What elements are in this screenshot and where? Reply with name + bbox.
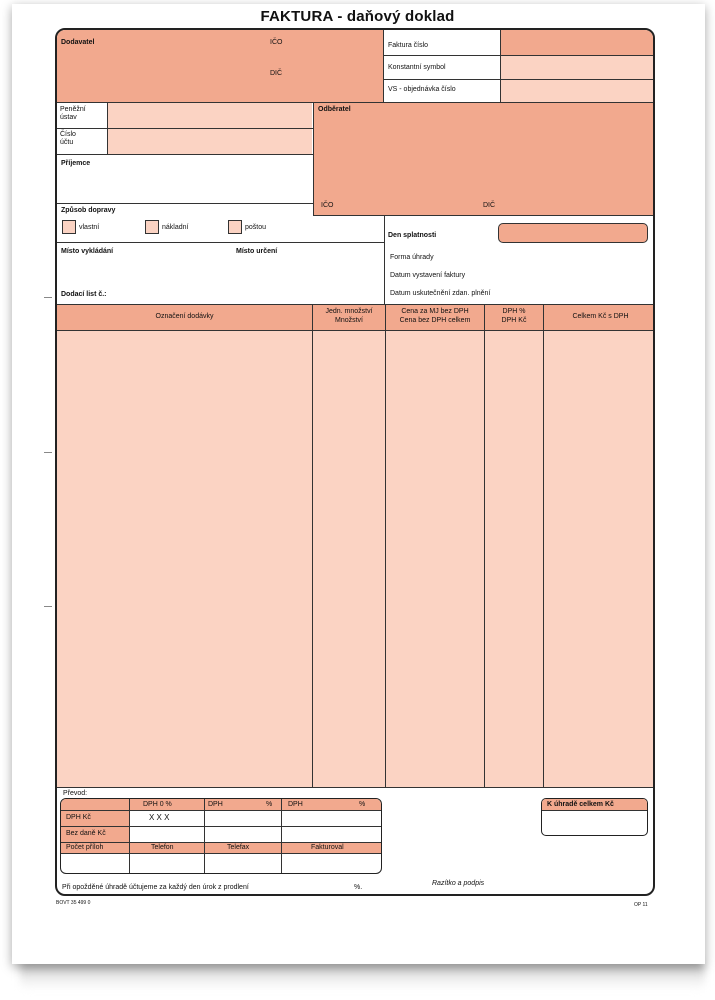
fold-mark (44, 452, 52, 453)
divider (61, 853, 381, 854)
divider (57, 304, 655, 305)
divider (313, 215, 655, 216)
transport-post-checkbox[interactable] (228, 220, 242, 234)
vat-header-4: % (359, 801, 366, 808)
divider (61, 826, 381, 827)
col-price-header-2: Cena bez DPH celkem (399, 317, 471, 324)
account-number-label: Číslo účtu (60, 131, 76, 146)
transport-own-checkbox[interactable] (62, 220, 76, 234)
vat-header-1: DPH (208, 801, 223, 808)
total-to-pay-label: K úhradě celkem Kč (547, 801, 614, 808)
invoice-frame (55, 28, 655, 896)
stamp-signature-label: Razítko a podpis (432, 880, 485, 887)
col-vat-header-2: DPH Kč (501, 317, 527, 324)
destination-place-label: Místo určení (236, 248, 278, 255)
divider (543, 304, 544, 787)
page-shadow (20, 960, 705, 990)
form-code-left: BOVT 35 499 0 (56, 900, 91, 906)
divider (57, 128, 313, 129)
divider (383, 30, 384, 102)
contact-fax-label: Telefax (227, 844, 250, 851)
issue-date-label: Datum vystavení faktury (390, 272, 466, 279)
divider (57, 787, 655, 788)
bank-institution-label: Peněžní ústav (60, 106, 86, 121)
col-total-header: Celkem Kč s DPH (572, 313, 629, 320)
transport-own-label: vlastní (79, 224, 100, 231)
vat-row-label-2: Počet příloh (66, 844, 104, 851)
divider (383, 55, 655, 56)
divider (281, 799, 282, 873)
due-date-label: Den splatnosti (388, 232, 437, 239)
unloading-place-label: Místo vykládání (61, 248, 114, 255)
supplier-block (57, 30, 383, 102)
transport-freight-checkbox[interactable] (145, 220, 159, 234)
recipient-label: Příjemce (61, 160, 91, 167)
divider (312, 304, 313, 787)
late-payment-note: Při opožděné úhradě účtujeme za každý den úrok z prodlení (62, 884, 249, 891)
vat-zero-xxx: X X X (149, 813, 170, 822)
divider (57, 154, 313, 155)
col-unit-header-2: Množství (334, 317, 363, 324)
delivery-note-label: Dodací list č.: (61, 291, 107, 298)
col-designation-header: Označení dodávky (155, 313, 214, 320)
invoice-number-field[interactable] (500, 30, 655, 55)
transfer-label: Převod: (63, 790, 88, 797)
divider (385, 304, 386, 787)
divider (57, 242, 384, 243)
divider (384, 215, 385, 305)
contact-phone-label: Telefon (151, 844, 174, 851)
items-body[interactable] (57, 330, 655, 787)
customer-block (314, 103, 655, 215)
divider (484, 304, 485, 787)
invoice-number-label: Faktura číslo (388, 42, 429, 49)
transport-label: Způsob dopravy (61, 207, 116, 214)
supplier-dic-label: DIČ (270, 70, 283, 77)
divider (57, 102, 655, 103)
customer-ico-label: IČO (321, 202, 334, 209)
document-title: FAKTURA - daňový doklad (260, 8, 455, 25)
constant-symbol-field[interactable] (500, 55, 655, 79)
vat-row-label-1: Bez daně Kč (66, 830, 106, 837)
supplier-label: Dodavatel (61, 39, 95, 46)
percent-label: %. (354, 884, 363, 891)
divider (61, 842, 381, 843)
col-vat-header-1: DPH % (502, 308, 526, 315)
vs-field[interactable] (500, 79, 655, 102)
supplier-ico-label: IČO (270, 39, 283, 46)
total-to-pay-box (541, 798, 648, 836)
divider (383, 79, 655, 80)
transport-post-label: poštou (245, 224, 267, 231)
due-date-field[interactable] (498, 223, 648, 243)
vat-header-3: DPH (288, 801, 303, 808)
divider (57, 203, 313, 204)
divider (57, 330, 655, 331)
divider (61, 810, 381, 811)
vat-row-label-0: DPH Kč (66, 814, 91, 821)
invoiced-by-label: Fakturoval (311, 844, 344, 851)
account-number-field[interactable] (107, 128, 312, 154)
bank-institution-field[interactable] (107, 103, 312, 128)
form-code-right: OP 11 (634, 902, 648, 908)
divider (542, 810, 647, 811)
vat-header-0: DPH 0 % (143, 801, 172, 808)
customer-dic-label: DIČ (483, 202, 496, 209)
vat-table (60, 798, 382, 874)
fold-mark (44, 606, 52, 607)
divider (500, 30, 501, 102)
vat-header-2: % (266, 801, 273, 808)
taxable-date-label: Datum uskutečnění zdan. plnění (390, 290, 491, 297)
divider (204, 799, 205, 873)
col-unit-header-1: Jedn. množství (325, 308, 373, 315)
payment-form-label: Forma úhrady (390, 254, 434, 261)
constant-symbol-label: Konstantní symbol (388, 64, 446, 71)
vs-label: VS - objednávka číslo (388, 86, 456, 93)
customer-label: Odběratel (318, 106, 351, 113)
fold-mark (44, 297, 52, 298)
divider (313, 102, 314, 216)
transport-freight-label: nákladní (162, 224, 189, 231)
divider (129, 799, 130, 873)
col-price-header-1: Cena za MJ bez DPH (401, 308, 469, 315)
